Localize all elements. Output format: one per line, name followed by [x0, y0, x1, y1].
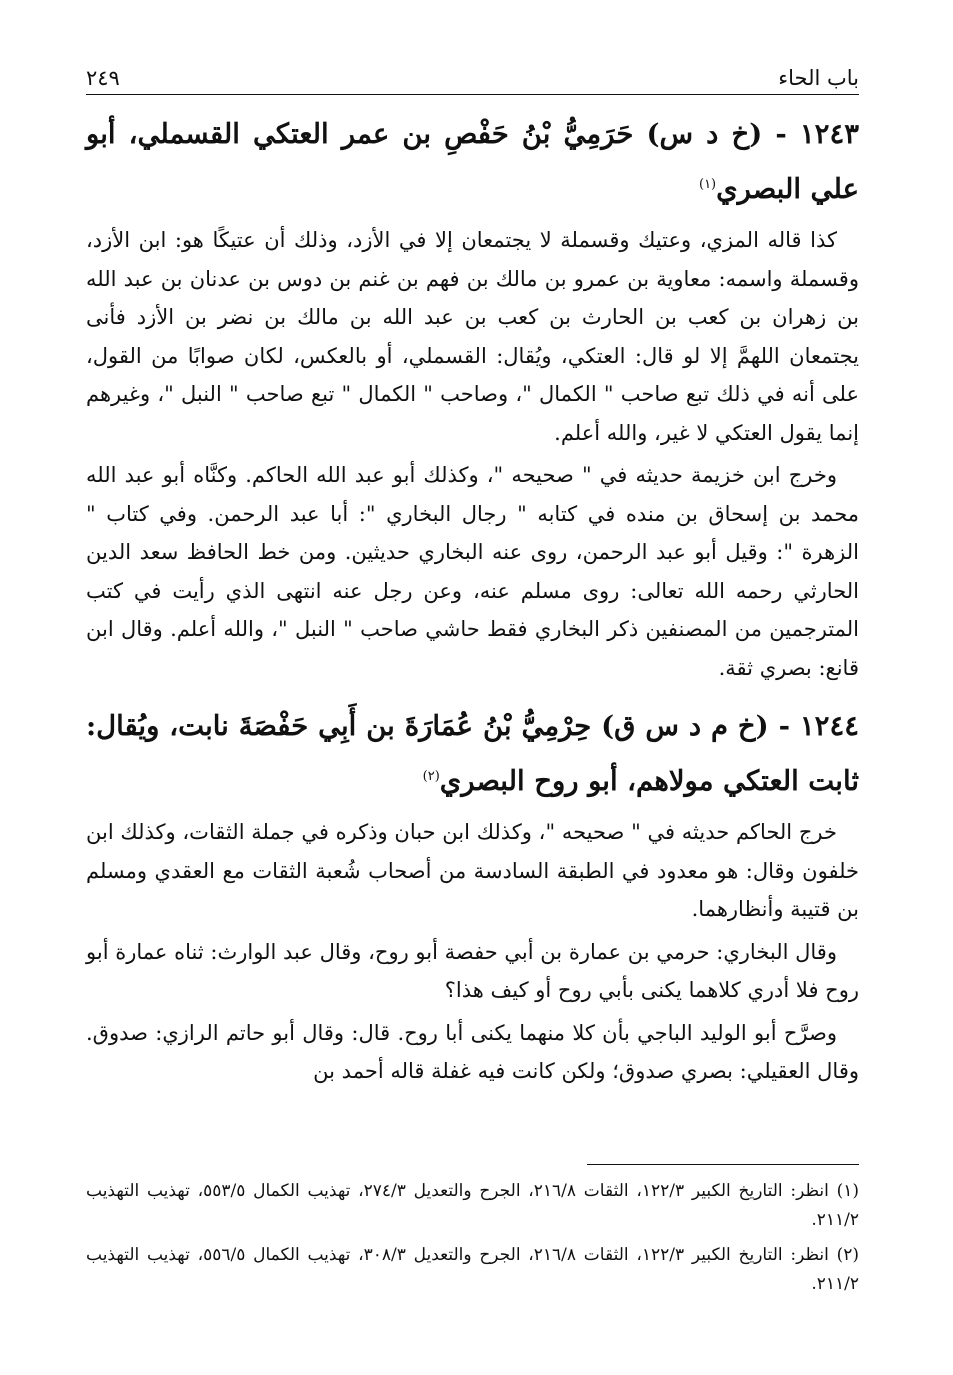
entry-title-1243: ١٢٤٣ - (خ د س) حَرَمِيُّ بْنُ حَفْصِ بن عمر العتكي القسملي، أبو علي البصري	[86, 118, 859, 205]
page-number: ٢٤٩	[86, 66, 120, 90]
footnotes-section	[86, 1164, 859, 1305]
chapter-title: باب الحاء	[778, 66, 859, 90]
paragraph: وقال البخاري: حرمي بن عمارة بن أبي حفصة أبو روح، وقال عبد الوارث: ثناه عمارة أبو روح فلا أدري كلاهما يكنى بأبي روح أو كيف هذا؟	[86, 939, 859, 1002]
paragraph: كذا قاله المزي، وعتيك وقسملة لا يجتمعان إلا في الأزد، وذلك أن عتيكًا هو: ابن الأزد، وقسملة واسمه: معاوية بن عمرو بن مالك بن فهم بن غنم بن دوس بن عدنان بن عبد الله بن زهران بن كعب بن الحارث بن كعب بن عبد الله بن مالك بن نضر بن الأزد فأنى يجتمعان اللهمَّ إلا لو قال: العتكي، ويُقال: القسملي، أو بالعكس، لكان صوابًا من القول، على أنه في ذلك تبع صاحب " الكمال "، وصاحب " الكمال " تبع صاحب " النبل "، وغيرهم إنما يقول العتكي لا غير، والله أعلم.	[86, 228, 859, 445]
footnote-1: (١) انظر: التاريخ الكبير ١٢٢/٣، الثقات ٢١٦/٨، الجرح والتعديل ٢٧٤/٣، تهذيب الكمال ٥٥٣/٥، تهذيب التهذيب ٢١١/٢.	[86, 1181, 860, 1230]
running-header	[86, 54, 859, 95]
footnote-divider	[587, 1164, 859, 1165]
footnote-ref-1: (١)	[698, 176, 717, 192]
footnote-ref-2: (٢)	[422, 768, 440, 784]
entry-heading-1243	[86, 107, 859, 217]
paragraph: وصرَّح أبو الوليد الباجي بأن كلا منهما يكنى أبا روح. قال: وقال أبو حاتم الرازي: صدوق. وقال العقيلي: بصري صدوق؛ ولكن كانت فيه غفلة قاله أحمد بن	[86, 1020, 859, 1083]
footnote-2: (٢) انظر: التاريخ الكبير ١٢٢/٣، الثقات ٢١٦/٨، الجرح والتعديل ٣٠٨/٣، تهذيب الكمال ٥٥٦/٥، تهذيب التهذيب ٢١١/٢.	[86, 1245, 860, 1294]
paragraph: وخرج ابن خزيمة حديثه في " صحيحه "، وكذلك أبو عبد الله الحاكم. وكنَّاه أبو عبد الله محمد بن إسحاق بن منده في كتابه " رجال البخاري ": أبا عبد الرحمن. وفي كتاب " الزهرة ": وقيل أبو عبد الرحمن، روى عنه البخاري حديثين. ومن خط الحافظ سعد الدين الحارثي رحمه الله تعالى: روى مسلم عنه، وعن رجل عنه انتهى الذي رأيت في كتب المترجمين من المصنفين ذكر البخاري فقط حاشي صاحب " النبل "، والله أعلم. وقال ابن قانع: بصري ثقة.	[86, 463, 860, 680]
entry-title-1244: ١٢٤٤ - (خ م د س ق) حِرْمِيُّ بْنُ عُمَارَةَ بن أَبِي حَفْصَةَ نابت، ويُقال: ثابت العتكي مولاهم، أبو روح البصري	[86, 710, 859, 797]
entry-heading-1244	[86, 699, 859, 809]
paragraph: خرج الحاكم حديثه في " صحيحه "، وكذلك ابن حبان وذكره في جملة الثقات، وكذلك ابن خلفون وقال: هو معدود في الطبقة السادسة من أصحاب شُعبة الثقات مع العقدي ومسلم بن قتيبة وأنظارهما.	[86, 820, 859, 921]
